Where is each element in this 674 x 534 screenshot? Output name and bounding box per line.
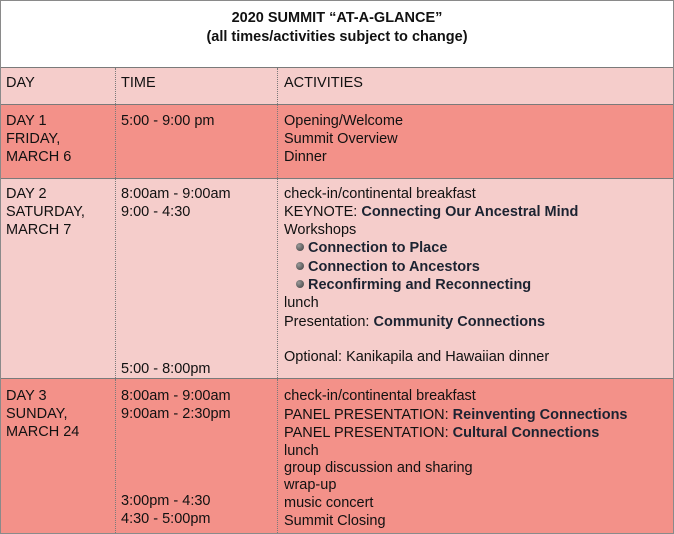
header-day-cell [1, 68, 116, 104]
activity-item: Workshops [284, 222, 357, 238]
activity-prefix: KEYNOTE: [284, 204, 362, 220]
activity-item [284, 406, 628, 424]
day-2-day-cell [1, 179, 116, 378]
activity-item: music concert [284, 495, 374, 511]
workshop-title: Reconfirming and Reconnecting [308, 277, 532, 293]
header-time-cell [116, 68, 278, 104]
activity-prefix: Presentation: [284, 314, 374, 330]
header-time: TIME [121, 75, 156, 91]
workshop-item [296, 276, 531, 294]
activity-item: Dinner [284, 149, 327, 165]
weekday-label: SUNDAY, [6, 406, 68, 422]
bullet-icon [296, 280, 304, 288]
activity-item: Optional: Kanikapila and Hawaiian dinner [284, 349, 550, 365]
activity-title: Connecting Our Ancestral Mind [361, 204, 579, 220]
time-slot: 8:00am - 9:00am [121, 388, 231, 404]
bullet-icon [296, 243, 304, 251]
day-1-time-cell [116, 105, 278, 178]
header-row [1, 68, 673, 105]
activity-prefix: PANEL PRESENTATION: [284, 425, 453, 441]
time-slot: 5:00 - 8:00pm [121, 361, 211, 377]
activity-item: Summit Overview [284, 131, 398, 147]
day-1-day-cell [1, 105, 116, 178]
weekday-label: FRIDAY, [6, 131, 61, 147]
activity-item: check-in/continental breakfast [284, 388, 476, 404]
day-3-time-cell [116, 379, 278, 533]
date-label: MARCH 6 [6, 149, 72, 165]
workshop-item [296, 258, 480, 276]
time-slot: 4:30 - 5:00pm [121, 511, 211, 527]
day-label: DAY 2 [6, 186, 47, 202]
day-1-row [1, 105, 673, 179]
time-slot: 9:00 - 4:30 [121, 204, 191, 220]
workshop-title: Connection to Place [308, 240, 448, 256]
activity-item: Opening/Welcome [284, 113, 404, 129]
time-slot: 8:00am - 9:00am [121, 186, 231, 202]
day-2-activities-cell [278, 179, 673, 378]
title-line-1: 2020 SUMMIT “AT-A-GLANCE” [231, 10, 443, 26]
day-3-activities-cell [278, 379, 673, 533]
activity-title: Reinventing Connections [452, 407, 628, 423]
day-3-row [1, 379, 673, 533]
activity-title: Cultural Connections [452, 425, 600, 441]
workshop-title: Connection to Ancestors [308, 259, 480, 275]
table-title [1, 1, 673, 68]
time-slot: 3:00pm - 4:30 [121, 493, 211, 509]
time-slot: 9:00am - 2:30pm [121, 406, 231, 422]
workshop-item [296, 239, 447, 257]
header-activities-cell [278, 68, 673, 104]
activity-prefix: PANEL PRESENTATION: [284, 407, 453, 423]
time-slot: 5:00 - 9:00 pm [121, 113, 215, 129]
date-label: MARCH 7 [6, 222, 72, 238]
activity-item [284, 313, 545, 331]
weekday-label: SATURDAY, [6, 204, 85, 220]
activity-item: Summit Closing [284, 513, 386, 529]
header-activities: ACTIVITIES [284, 75, 363, 91]
day-label: DAY 3 [6, 388, 47, 404]
activity-item: lunch [284, 443, 319, 459]
title-line-2: (all times/activities subject to change) [206, 29, 468, 45]
day-label: DAY 1 [6, 113, 47, 129]
activity-item [284, 203, 578, 221]
bullet-icon [296, 262, 304, 270]
date-label: MARCH 24 [6, 424, 80, 440]
day-1-activities-cell [278, 105, 673, 178]
header-day: DAY [6, 75, 35, 91]
activity-item: check-in/continental breakfast [284, 186, 476, 202]
day-3-day-cell [1, 379, 116, 533]
activity-item: wrap-up [284, 477, 337, 493]
day-2-row [1, 179, 673, 379]
activity-item: group discussion and sharing [284, 460, 473, 476]
day-2-time-cell [116, 179, 278, 378]
activity-item: lunch [284, 295, 319, 311]
activity-item [284, 424, 599, 442]
activity-title: Community Connections [373, 314, 546, 330]
